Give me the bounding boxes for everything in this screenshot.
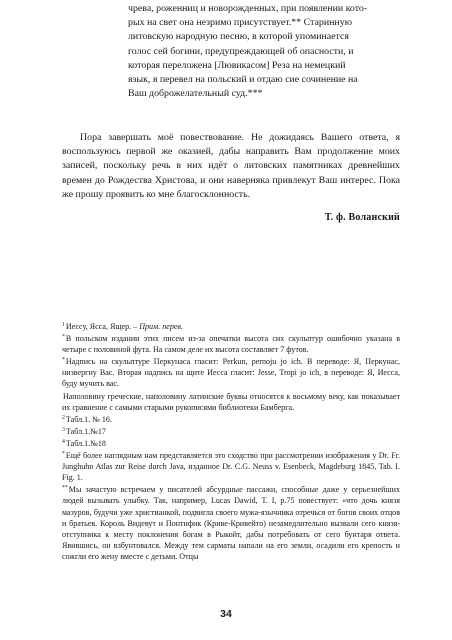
footnote-text: Наполовину греческие, наполовину латинские буквы относятся к восьмому веку, как показывает их сравнение с самыми старыми рукописями библиотеки Бамберга. — [62, 391, 400, 412]
footnote-mark: 2 — [62, 414, 65, 421]
footnote — [62, 320, 400, 332]
footnote-mark: 1 — [62, 322, 65, 328]
body-paragraph — [62, 131, 400, 202]
footnote-mark: * — [62, 334, 65, 341]
footnote — [62, 425, 400, 437]
quote-line: которая переложена [Лювикасом] Реза на немецкий — [128, 59, 346, 71]
footnote — [62, 437, 400, 449]
footnote — [62, 355, 400, 389]
footnote-text: В польском издании этих писем из-за опечатки высота сих скульптур ошибочно указана в четыре с половиной фута. На самом деле их высота составляет 7 футов. — [62, 334, 400, 355]
footnote — [62, 449, 400, 483]
quote-block — [128, 2, 400, 101]
footnote-text: Табл.1.№18 — [65, 438, 106, 448]
footnote-text: Ещё более наглядным нам представляется это сходство при рассмотрении изображения у Dr. Fr. Junghuhn Atlas zur Reise durch Java, изданное Dr. C.G. Neuss v. Esenbeck, Magdeburg 1845, Tab. I. Fig. 1. — [62, 451, 400, 483]
footnote-mark: * — [62, 357, 65, 364]
page-number: 34 — [220, 608, 232, 620]
footnote — [62, 413, 400, 425]
quote-line: чрева, роженниц и новорожденных, при появлении кото- — [128, 3, 368, 14]
footnote-text: Мы зачастую встречаем у писателей абсурдные пассажи, способные даже у серьезнейших людей вызывать улыбку. Так, например, Lucas Dawid, T. I, p.75 повествует: «что дочь князя мазуров, будучи уже христианкой, подвигла своего мужа-язычника отречься от богов своих отцов и братьев. Король Видевут и Понтифик (Криве-Кривейто) незамедлительно вызвали сего князя-отступника к месту поклонения богам в Рыкойт, дабы потребовать от сего бунтаря ответа. Явившись, он взбунтовался. Между тем сарматы напали на его земли, осадили его крепость и сожгли его жену вместе с детьми. Отцы — [62, 485, 400, 561]
footnote-text: Табл.1. № 16. — [65, 414, 112, 424]
quote-line: язык, я перевел на польский и отдаю сие сочинение на — [128, 74, 358, 86]
footnote-text: Табл.1.№17 — [65, 426, 106, 436]
quote-line: рых на свет она незримо присутствует.** Старинную — [128, 17, 353, 29]
body-text: Пора завершать моё повествование. Не дожидаясь Вашего ответа, я воспользуюсь первой же оказией, дабы направить Вам продолжение моих записей, поскольку речь в них идёт о литовских памятниках древнейших времен до Рождества Христова, и они наверняка привлекут Ваш интерес. Пока же прошу проявить ко мне благосклонность. — [62, 132, 400, 200]
footnote-mark: * — [62, 451, 65, 458]
footnotes — [62, 320, 400, 562]
footnote-text: Надпись на скульптуре Перкунаса гласит: Perkun, pernoju jo ich. В переводе: Я, Перкунас, низвергну Вас. Вторая надпись на щите Иесса гласит: Jesse, Tropi jo ich, в переводе: Я, Иесса, буду мучить вас. — [62, 357, 400, 389]
footnote — [62, 332, 400, 355]
footnote-italic: Прим. перев. — [139, 322, 183, 331]
footnote-mark: 3 — [62, 426, 65, 433]
signature: Т. ф. Воланский — [324, 212, 400, 223]
footnote — [62, 390, 400, 413]
footnote — [62, 483, 400, 562]
quote-line: Ваш доброжелательный суд.*** — [128, 88, 263, 100]
quote-line: голос сей богини, предупреждающей об опасности, и — [128, 45, 354, 57]
footnote-text: Иессу, Ясса, Ящер. – — [65, 322, 140, 331]
footnote-mark: 4 — [62, 438, 65, 445]
footnote-mark: ** — [62, 485, 68, 492]
quote-line: литовскую народную песню, в которой упоминается — [128, 31, 349, 43]
